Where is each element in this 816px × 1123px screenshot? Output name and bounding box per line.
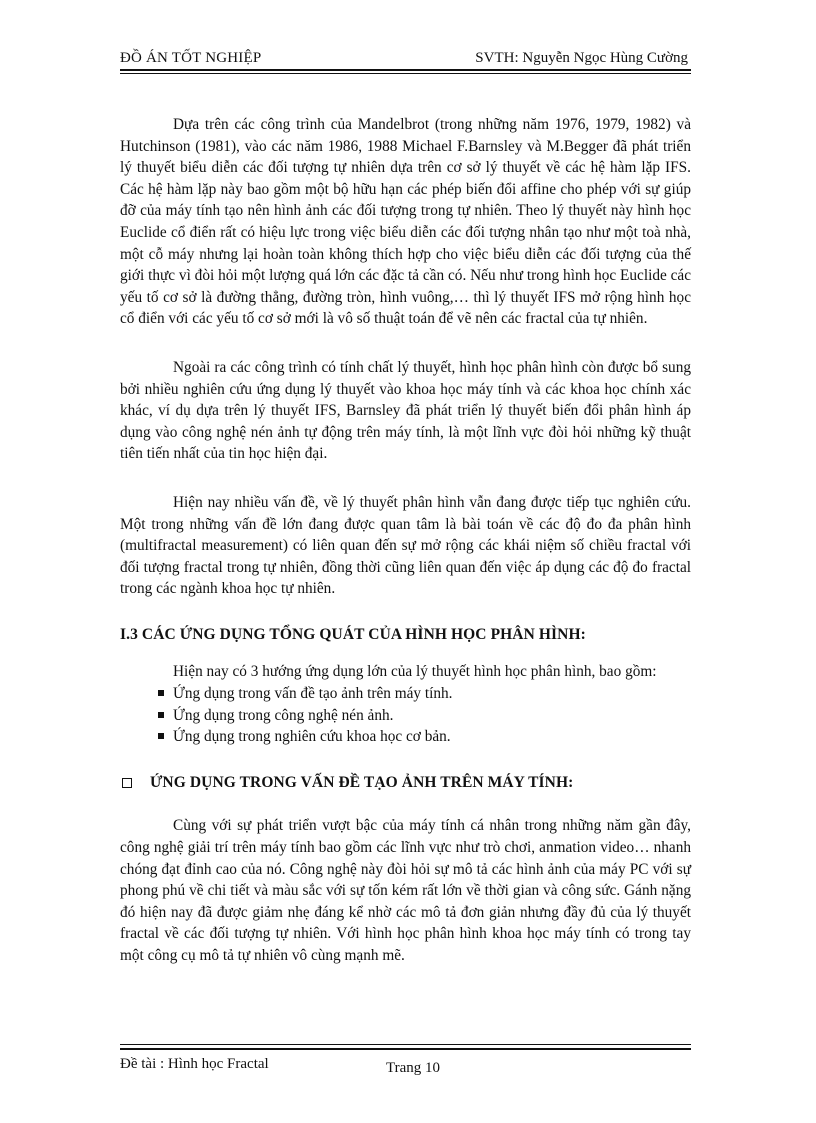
header-rule [120, 69, 691, 71]
page-content [120, 114, 691, 967]
paragraph-ifs: Dựa trên các công trình của Mandelbrot (trong những năm 1976, 1979, 1982) và Hutchinson (1981), vào các năm 1986, 1988 Michael F.Barnsley và M.Begger đã phát triển lý thuyết biểu diễn các đối tượng tự nhiên dựa trên cơ sở lý thuyết về các hệ hàm lặp IFS. Các hệ hàm lặp này bao gồm một bộ hữu hạn các phép biến đổi affine cho phép với sự giúp đỡ của máy tính tạo nên hình ảnh các đối tượng trong tự nhiên. Theo lý thuyết này hình học Euclide cổ điển rất có hiệu lực trong việc biểu diễn các đối tượng nhân tạo như một toà nhà, một cỗ máy nhưng lại hoàn toàn không thích hợp cho việc biểu diễn các đối tượng của thế giới thực vì đòi hỏi một lượng quá lớn các đặc tả cần có. Nếu như trong hình học Euclide các yếu tố cơ sở là đường thẳng, đường tròn, hình vuông,… thì lý thuyết IFS mở rộng hình học cổ điển với các yếu tố cơ sở mới là vô số thuật toán để vẽ nên các fractal của tự nhiên. [120, 116, 691, 328]
section-heading-1-3: I.3 CÁC ỨNG DỤNG TỔNG QUÁT CỦA HÌNH HỌC PHÂN HÌNH: [120, 625, 586, 643]
subsection-heading: ỨNG DỤNG TRONG VẤN ĐỀ TẠO ẢNH TRÊN MÁY TÍNH: [120, 772, 691, 794]
list-item: Ứng dụng trong nghiên cứu khoa học cơ bản. [120, 726, 691, 748]
bullet-icon [158, 690, 164, 696]
applications-list [120, 683, 691, 748]
checkbox-square-icon [122, 778, 132, 788]
header-rule-thin [120, 73, 691, 74]
bullet-icon [158, 712, 164, 718]
section-intro: Hiện nay có 3 hướng ứng dụng lớn của lý thuyết hình học phân hình, bao gồm: [173, 663, 657, 681]
bullet-icon [158, 733, 164, 739]
list-item: Ứng dụng trong công nghệ nén ảnh. [120, 705, 691, 727]
footer-topic: Đề tài : Hình học Fractal [120, 1056, 269, 1072]
footer-rule-thin [120, 1044, 691, 1045]
footer-rule [120, 1048, 691, 1050]
header-title: ĐỒ ÁN TỐT NGHIỆP [120, 50, 262, 66]
list-item: Ứng dụng trong vấn đề tạo ảnh trên máy tính. [120, 683, 691, 705]
header-author: SVTH: Nguyễn Ngọc Hùng Cường [475, 50, 688, 66]
paragraph-applications: Ngoài ra các công trình có tính chất lý thuyết, hình học phân hình còn được bổ sung bởi nhiều nghiên cứu ứng dụng lý thuyết vào khoa học máy tính và các khoa học chính xác khác, ví dụ dựa trên lý thuyết IFS, Barnsley đã phát triển lý thuyết biến đổi phân hình áp dụng vào công nghệ nén ảnh tự động trên máy tính, là một lĩnh vực đòi hỏi những kỹ thuật tiên tiến nhất của tin học hiện đại. [120, 358, 691, 463]
paragraph-image-generation: Cùng với sự phát triển vượt bậc của máy tính cá nhân trong những năm gần đây, công nghệ giải trí trên máy tính bao gồm các lĩnh vực như trò chơi, anmation video… nhanh chóng đạt đỉnh cao của nó. Công nghệ này đòi hỏi sự mô tả các hình ảnh của máy PC với sự phong phú về chi tiết và màu sắc với sự tốn kém rất lớn về thời gian và công sức. Gánh nặng đó hiện nay đã được giảm nhẹ đáng kể nhờ các mô tả đơn giản nhưng đầy đủ của lý thuyết fractal về các đối tượng tự nhiên. Với hình học phân hình khoa học máy tính có trong tay một công cụ mô tả tự nhiên vô cùng mạnh mẽ. [120, 817, 691, 964]
paragraph-research: Hiện nay nhiều vấn đề, về lý thuyết phân hình vẫn đang được tiếp tục nghiên cứu. Một trong những vấn đề lớn đang được quan tâm là bài toán về các độ đo đa phân hình (multifractal measurement) có liên quan đến sự mở rộng các khái niệm số chiều fractal với đối tượng fractal trong tự nhiên, đồng thời cũng liên quan đến việc áp dụng các độ đo fractal trong các ngành khoa học tự nhiên. [120, 493, 691, 598]
page-number: Trang 10 [386, 1060, 441, 1076]
